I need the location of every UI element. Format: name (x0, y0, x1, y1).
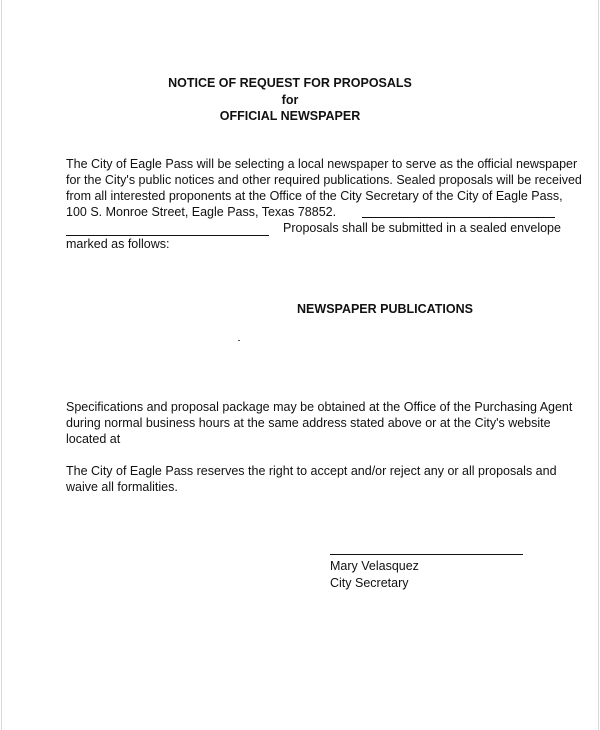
paragraph-3-line-1: The City of Eagle Pass reserves the right to accept and/or reject any or all proposals and (66, 464, 557, 478)
date-blank-line (362, 217, 555, 218)
time-blank-line (66, 235, 269, 236)
paragraph-1-line-6: marked as follows: (66, 237, 170, 251)
signatory-name: Mary Velasquez (330, 559, 419, 573)
notice-subtitle: OFFICIAL NEWSPAPER (219, 109, 361, 123)
notice-title-for: for (281, 93, 299, 107)
stray-mark (238, 340, 240, 341)
paragraph-1-line-5: Proposals shall be submitted in a sealed envelope (283, 221, 561, 235)
paragraph-1-line-1: The City of Eagle Pass will be selecting a local newspaper to serve as the official newspaper (66, 157, 578, 171)
paragraph-3-line-2: waive all formalities. (66, 480, 178, 494)
paragraph-1-line-4: 100 S. Monroe Street, Eagle Pass, Texas 78852. (66, 205, 337, 219)
signatory-title: City Secretary (330, 576, 409, 590)
paragraph-2-line-3: located at (66, 432, 121, 446)
paragraph-2-line-1: Specifications and proposal package may be obtained at the Office of the Purchasing Agent (66, 400, 573, 414)
paragraph-1-line-3: from all interested proponents at the Office of the City Secretary of the City of Eagle Pass, (66, 189, 563, 203)
notice-title: NOTICE OF REQUEST FOR PROPOSALS (168, 76, 412, 90)
paragraph-2-line-2: during normal business hours at the same address stated above or at the City's website (66, 416, 551, 430)
section-heading: NEWSPAPER PUBLICATIONS (297, 302, 473, 316)
signature-line (330, 554, 523, 555)
paragraph-1-line-2: for the City's public notices and other required publications. Sealed proposals will be received (66, 173, 582, 187)
